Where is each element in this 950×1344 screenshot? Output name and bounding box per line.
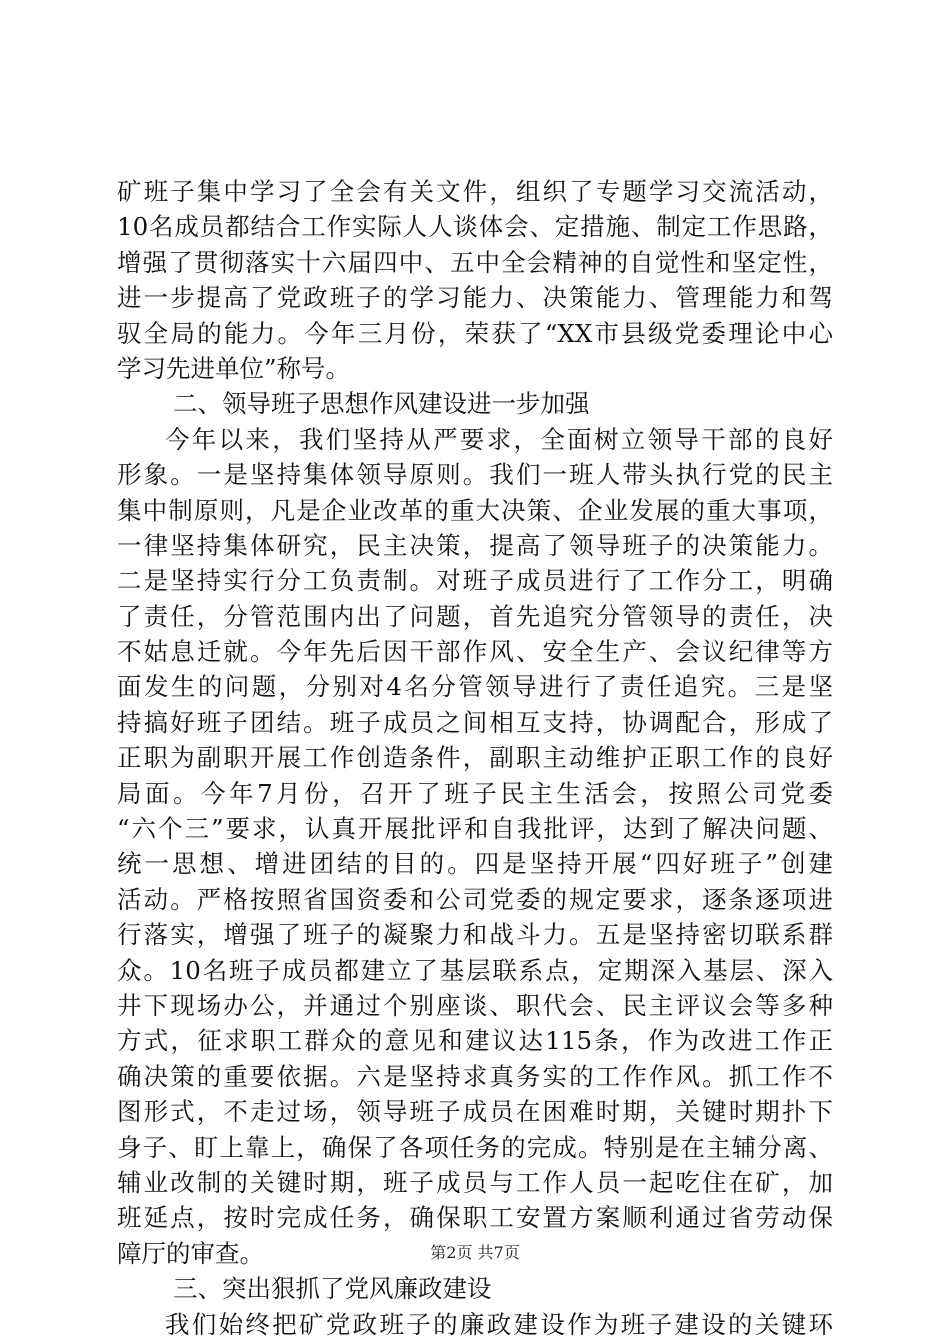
- text-line: 图形式，不走过场，领导班子成员在困难时期，关键时期扑下: [117, 1097, 833, 1127]
- text-line: 持搞好班子团结。班子成员之间相互支持，协调配合，形成了: [117, 707, 833, 737]
- text-line: 班延点，按时完成任务，确保职工安置方案顺利通过省劳动保: [117, 1203, 833, 1233]
- section-heading: 三、突出狠抓了党风廉政建设: [173, 1274, 492, 1304]
- text-line: 学习先进单位”称号。: [117, 353, 351, 383]
- text-line: 障厅的审查。: [117, 1238, 264, 1268]
- text-line: 矿班子集中学习了全会有关文件，组织了专题学习交流活动，: [117, 177, 833, 206]
- text-line: 身子、盯上靠上，确保了各项任务的完成。特别是在主辅分离、: [117, 1132, 833, 1162]
- text-line: “六个三”要求，认真开展批评和自我批评，达到了解决问题、: [117, 814, 833, 844]
- text-line: 集中制原则，凡是企业改革的重大决策、企业发展的重大事项，: [117, 495, 833, 525]
- page-number-footer: 第2页 共7页: [430, 1243, 520, 1262]
- section-heading: 二、领导班子思想作风建设进一步加强: [173, 389, 590, 419]
- text-line: 我们始终把矿党政班子的廉政建设作为班子建设的关键环: [165, 1309, 833, 1339]
- text-line: 局面。今年7月份，召开了班子民主生活会，按照公司党委: [117, 778, 833, 808]
- text-line: 今年以来，我们坚持从严要求，全面树立领导干部的良好: [165, 424, 833, 454]
- text-line: 方式，征求职工群众的意见和建议达115条，作为改进工作正: [117, 1026, 833, 1056]
- text-line: 面发生的问题，分别对4名分管领导进行了责任追究。三是坚: [117, 672, 833, 702]
- text-line: 不姑息迁就。今年先后因干部作风、安全生产、会议纪律等方: [117, 637, 833, 667]
- text-line: 行落实，增强了班子的凝聚力和战斗力。五是坚持密切联系群: [117, 920, 833, 950]
- text-line: 了责任，分管范围内出了问题，首先追究分管领导的责任，决: [117, 601, 833, 631]
- text-line: 众。10名班子成员都建立了基层联系点，定期深入基层、深入: [117, 955, 833, 985]
- text-line: 二是坚持实行分工负责制。对班子成员进行了工作分工，明确: [117, 566, 833, 596]
- text-line: 增强了贯彻落实十六届四中、五中全会精神的自觉性和坚定性，: [117, 247, 833, 277]
- text-line: 活动。严格按照省国资委和公司党委的规定要求，逐条逐项进: [117, 884, 833, 914]
- text-line: 进一步提高了党政班子的学习能力、决策能力、管理能力和驾: [117, 283, 833, 313]
- text-line: 辅业改制的关键时期，班子成员与工作人员一起吃住在矿，加: [117, 1167, 833, 1197]
- text-line: 井下现场办公，并通过个别座谈、职代会、民主评议会等多种: [117, 990, 833, 1020]
- text-line: 10名成员都结合工作实际人人谈体会、定措施、制定工作思路，: [117, 212, 833, 242]
- text-line: 正职为副职开展工作创造条件，副职主动维护正职工作的良好: [117, 743, 833, 773]
- document-body: [117, 174, 833, 1342]
- text-line: 统一思想、增进团结的目的。四是坚持开展“四好班子”创建: [117, 849, 833, 879]
- text-line: 驭全局的能力。今年三月份，荣获了“XX市县级党委理论中心: [117, 318, 833, 348]
- text-line: 一律坚持集体研究，民主决策，提高了领导班子的决策能力。: [117, 530, 833, 560]
- text-line: 形象。一是坚持集体领导原则。我们一班人带头执行党的民主: [117, 460, 833, 490]
- text-line: 确决策的重要依据。六是坚持求真务实的工作作风。抓工作不: [117, 1061, 833, 1091]
